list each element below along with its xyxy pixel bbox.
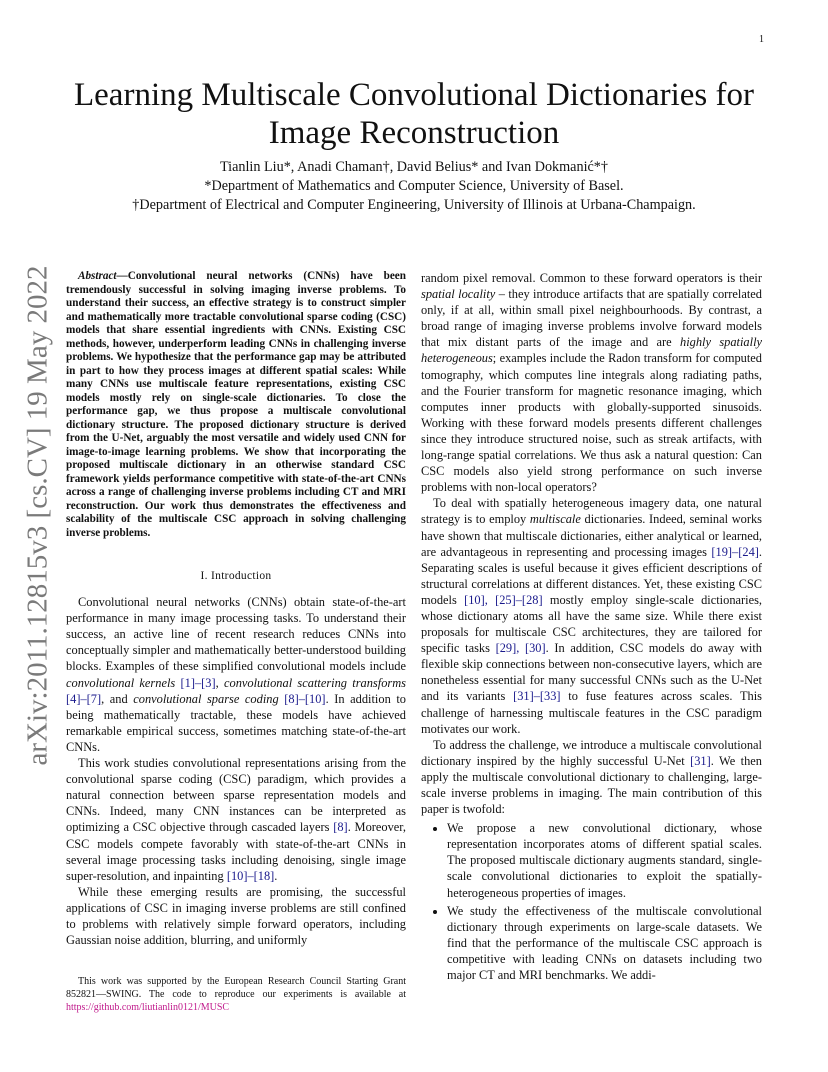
citation-link[interactable]: [8] xyxy=(333,820,348,835)
arxiv-identifier: arXiv:2011.12815v3 [cs.CV] 19 May 2022 xyxy=(21,265,54,765)
abstract-label: Abstract xyxy=(78,270,117,282)
text-run: , and xyxy=(101,691,134,706)
affiliation-illinois: †Department of Electrical and Computer Engineering, University of Illinois at Urbana-Champaign. xyxy=(132,197,696,213)
intro-paragraph-1 xyxy=(66,594,406,755)
emphasis: multiscale xyxy=(529,512,581,527)
text-run: mostly employ single-scale dictionaries, whose dictionary atoms all have the same size. While there exist proposals for multiscale CSC architectures, they are tailored for specific tasks xyxy=(421,592,763,656)
citation-link[interactable]: [10]–[18] xyxy=(226,868,275,883)
left-column xyxy=(66,270,406,1010)
text-run: random pixel removal. Common to these forward operators is their xyxy=(421,271,762,285)
emphasis: spatial locality xyxy=(421,287,496,302)
text-run: , xyxy=(215,675,224,690)
citation-link[interactable]: [8]–[10] xyxy=(284,691,326,706)
affiliation-basel: *Department of Mathematics and Computer Science, University of Basel. xyxy=(204,178,624,194)
intro-paragraph-3: While these emerging results are promising, the successful applications of CSC in imaging inverse problems are still confined to problems with relatively simple forward operators, including Gaussian noise addition, blurring, and uniformly xyxy=(66,884,406,948)
section-heading-introduction: I. Introduction xyxy=(200,570,272,582)
text-run: . In addition, CSC models do away with flexible skip connections between non-consecutive layers, which are nonetheless essential for many successful CNNs such as the U-Net and its variants xyxy=(421,641,762,704)
page-number: 1 xyxy=(759,34,764,45)
text-run: . We then apply the multiscale convolutional dictionary to challenging, large-scale inverse problems in imaging. The main contribution of this paper is twofold: xyxy=(421,753,762,817)
contribution-item: • We study the effectiveness of the multiscale convolutional dictionary through experiments on large-scale datasets. We find that the performance of the multiscale CSC approach is competitive with leading CNNs on datasets including two major CT and MRI benchmarks. We addi- xyxy=(447,903,762,983)
emphasis: convolutional scattering transforms xyxy=(224,675,406,690)
abstract-text: —Convolutional neural networks (CNNs) have been tremendously successful in solving imaging inverse problems. To understand their success, an effective strategy is to construct simpler and mathematically more tractable convolutional sparse coding (CSC) models that share essential ingredients with CNNs. Existing CSC methods, however, underperform leading CNNs in challenging inverse problems. We hypothesize that the performance gap may be attributed in part to how they process images at different spatial scales: While many CNNs use multiscale feature representations, existing CSC models mostly rely on single-scale dictionaries. To close the performance gap, we thus propose a multiscale convolutional dictionary structure. The proposed dictionary structure is derived from the U-Net, arguably the most versatile and widely used CNN for image-to-image learning problems. We show that incorporating the proposed multiscale dictionary in an otherwise standard CSC framework yields performance competitive with state-of-the-art CNNs across a range of challenging inverse problems including CT and MRI reconstruction. Our work thus demonstrates the effectiveness and scalability of the multiscale CSC approach in solving challenging inverse problems. xyxy=(66,270,406,539)
text-run: Convolutional neural networks (CNNs) obtain state-of-the-art performance in many image processing tasks. To understand their success, an active line of recent research reduces CNNs into conceptually simpler and mathematically better-understood building blocks. Examples of these simplified convolutional models include xyxy=(66,595,406,674)
author-list: Tianlin Liu*, Anadi Chaman†, David Belius* and Ivan Dokmanić*† xyxy=(219,159,608,175)
right-column xyxy=(421,270,762,1030)
text-run: . In addition to being mathematically tractable, these models have achieved remarkable empirical success, sometimes matching state-of-the-art CNNs. xyxy=(66,691,406,754)
citation-link[interactable]: [31]–[33] xyxy=(513,689,561,704)
right-paragraph-1 xyxy=(421,270,762,495)
citation-link[interactable]: [4]–[7] xyxy=(66,691,102,706)
arxiv-side-stamp xyxy=(14,265,62,765)
contribution-list xyxy=(421,820,762,983)
text-run: This work studies convolutional representations arising from the convolutional sparse coding (CSC) paradigm, which provides a natural connection between sparse representation models and CNNs. Indeed, many CNN instances can be interpreted as optimizing a CSC objective through cascaded layers xyxy=(66,756,406,835)
citation-link[interactable]: [31] xyxy=(690,753,711,768)
emphasis: convolutional sparse coding xyxy=(133,691,279,706)
text-run: To address the challenge, we introduce a multiscale convolutional dictionary inspired by the highly successful U-Net xyxy=(421,737,762,768)
intro-paragraph-2 xyxy=(66,755,406,884)
text-run: to fuse features across scales. This challenge of harnessing multiscale features in the CSC paradigm motivates our work. xyxy=(421,689,762,736)
text-run: – they introduce artifacts that are spatially correlated only, if at all, within small pixel neighbourhoods. By contrast, a broad range of imaging inverse problems involve forward models that mix distant parts of the image and are xyxy=(421,287,762,350)
emphasis: convolutional kernels xyxy=(66,675,176,690)
code-repository-link[interactable]: https://github.com/liutianlin0121/MUSC xyxy=(66,1002,230,1013)
text-run: ; examples include the Radon transform for computed tomography, which computes line integrals along radiating paths, and the Fourier transform for magnetic resonance imaging, which computes inner products with globally-supported sinusoids. Working with these forward models presents different challenges since they introduce structured noise, such as streak artifacts, with long-range spatial correlations. We thus ask a natural question: Can CSC models also yield strong performance on such inverse problems with non-local operators? xyxy=(421,351,762,495)
text-run: . Separating scales is useful because it gives efficient descriptions of structural correlations at different distances. Yet, these existing CSC models xyxy=(421,544,762,607)
citation-link[interactable]: [1]–[3] xyxy=(180,675,216,690)
text-run: dictionaries. Indeed, seminal works have shown that multiscale dictionaries, either analytical or learned, are advantageous in representing and processing images xyxy=(421,512,762,559)
citation-link[interactable]: [10], [25]–[28] xyxy=(464,592,543,607)
text-run: To deal with spatially heterogeneous imagery data, one natural strategy is to employ xyxy=(421,496,762,527)
citation-link[interactable]: [29], [30] xyxy=(495,641,546,656)
text-run: . xyxy=(274,868,278,883)
footnote-text xyxy=(66,975,406,1014)
right-paragraph-2 xyxy=(421,495,762,736)
text-run: . Moreover, CSC models compete favorably with state-of-the-art CNNs in several image processing tasks including denoising, single image super-resolution, and inpainting xyxy=(66,820,407,883)
emphasis: highly spatially heterogeneous xyxy=(421,335,763,366)
abstract xyxy=(66,270,406,540)
paper-title: Learning Multiscale Convolutional Dictionaries for Image Reconstruction xyxy=(74,77,754,151)
right-paragraph-3 xyxy=(421,737,762,817)
citation-link[interactable]: [19]–[24] xyxy=(711,544,759,559)
author-block xyxy=(60,158,768,215)
funding-footnote xyxy=(66,975,406,1014)
contribution-item: • We propose a new convolutional dictionary, whose representation incorporates atoms of different spatial scales. The proposed multiscale dictionary augments standard, single-scale convolutional dictionaries to exploit the spatially-heterogeneous properties of images. xyxy=(447,820,762,900)
footnote-body: This work was supported by the European Research Council Starting Grant 852821—SWING. The code to reproduce our experiments is available at xyxy=(66,976,406,1000)
